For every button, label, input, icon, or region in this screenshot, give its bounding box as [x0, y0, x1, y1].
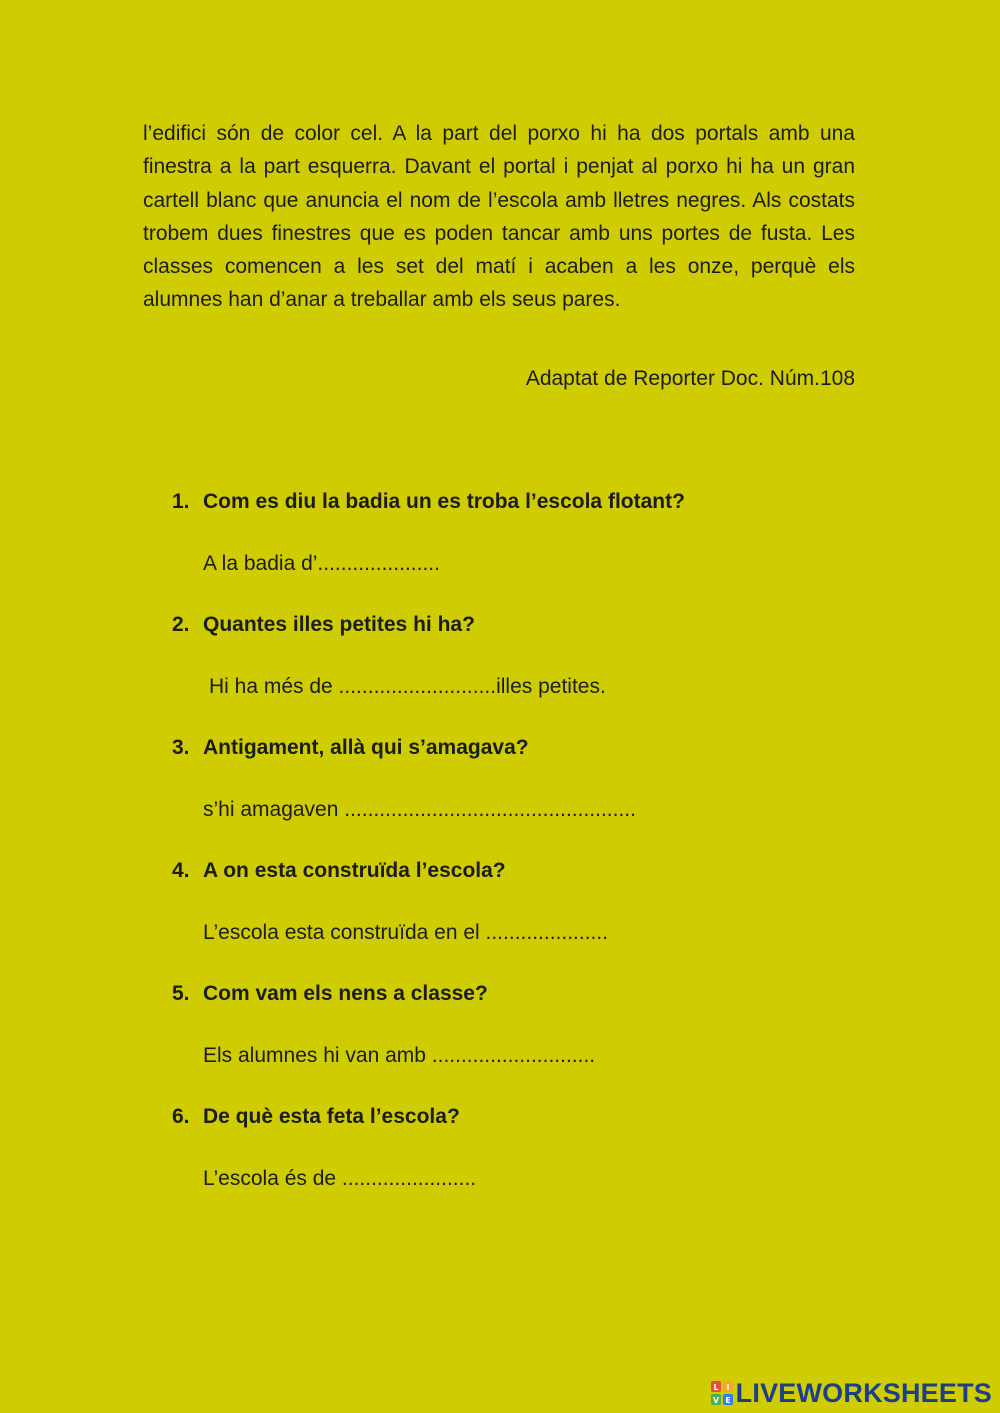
answer-line[interactable]: L’escola és de ....................... [203, 1167, 477, 1190]
question-text: Quantes illes petites hi ha? [203, 613, 475, 636]
question-text: Com vam els nens a classe? [203, 982, 488, 1005]
question-item [172, 607, 872, 730]
liveworksheets-logo-icon [711, 1381, 733, 1405]
passage-source: Adaptat de Reporter Doc. Núm.108 [525, 367, 855, 390]
question-item [172, 853, 872, 976]
reading-passage: l’edifici són de color cel. A la part del porxo hi ha dos portals amb una finestra a la part esquerra. Davant el portal i penjat al porxo hi ha un gran cartell blanc que anuncia el nom de l’escola amb lletres negres. Als costats trobem dues finestres que es poden tancar amb uns portes de fusta. Les classes comencen a les set del matí i acaben a les onze, perquè els alumnes han d’anar a treballar amb els seus pares. [143, 122, 855, 312]
answer-line[interactable]: Els alumnes hi van amb ............................ [203, 1044, 596, 1067]
svg-text:V: V [712, 1396, 719, 1405]
question-list [172, 484, 872, 1222]
question-item [172, 484, 872, 607]
question-text: A on esta construïda l’escola? [203, 859, 506, 882]
question-number: 4. [172, 859, 190, 882]
svg-text:E: E [724, 1396, 731, 1405]
question-item [172, 976, 872, 1099]
answer-line[interactable]: Hi ha més de ...........................illes petites. [209, 675, 606, 698]
svg-text:L: L [713, 1383, 719, 1392]
question-number: 2. [172, 613, 190, 636]
question-number: 1. [172, 490, 190, 513]
logo-text: LIVEWORKSHEETS [735, 1377, 992, 1408]
question-number: 5. [172, 982, 190, 1005]
question-item [172, 1099, 872, 1222]
answer-line[interactable]: s’hi amagaven .................................................. [203, 798, 636, 821]
question-text: Com es diu la badia un es troba l’escola flotant? [203, 490, 685, 513]
question-text: Antigament, allà qui s’amagava? [203, 736, 529, 759]
answer-line[interactable]: L’escola esta construïda en el ..................... [203, 921, 609, 944]
answer-line[interactable]: A la badia d’..................... [203, 552, 440, 575]
svg-text:I: I [726, 1383, 730, 1392]
question-text: De què esta feta l’escola? [203, 1105, 460, 1128]
liveworksheets-logo[interactable] [711, 1373, 992, 1413]
question-number: 6. [172, 1105, 190, 1128]
question-number: 3. [172, 736, 190, 759]
question-item [172, 730, 872, 853]
